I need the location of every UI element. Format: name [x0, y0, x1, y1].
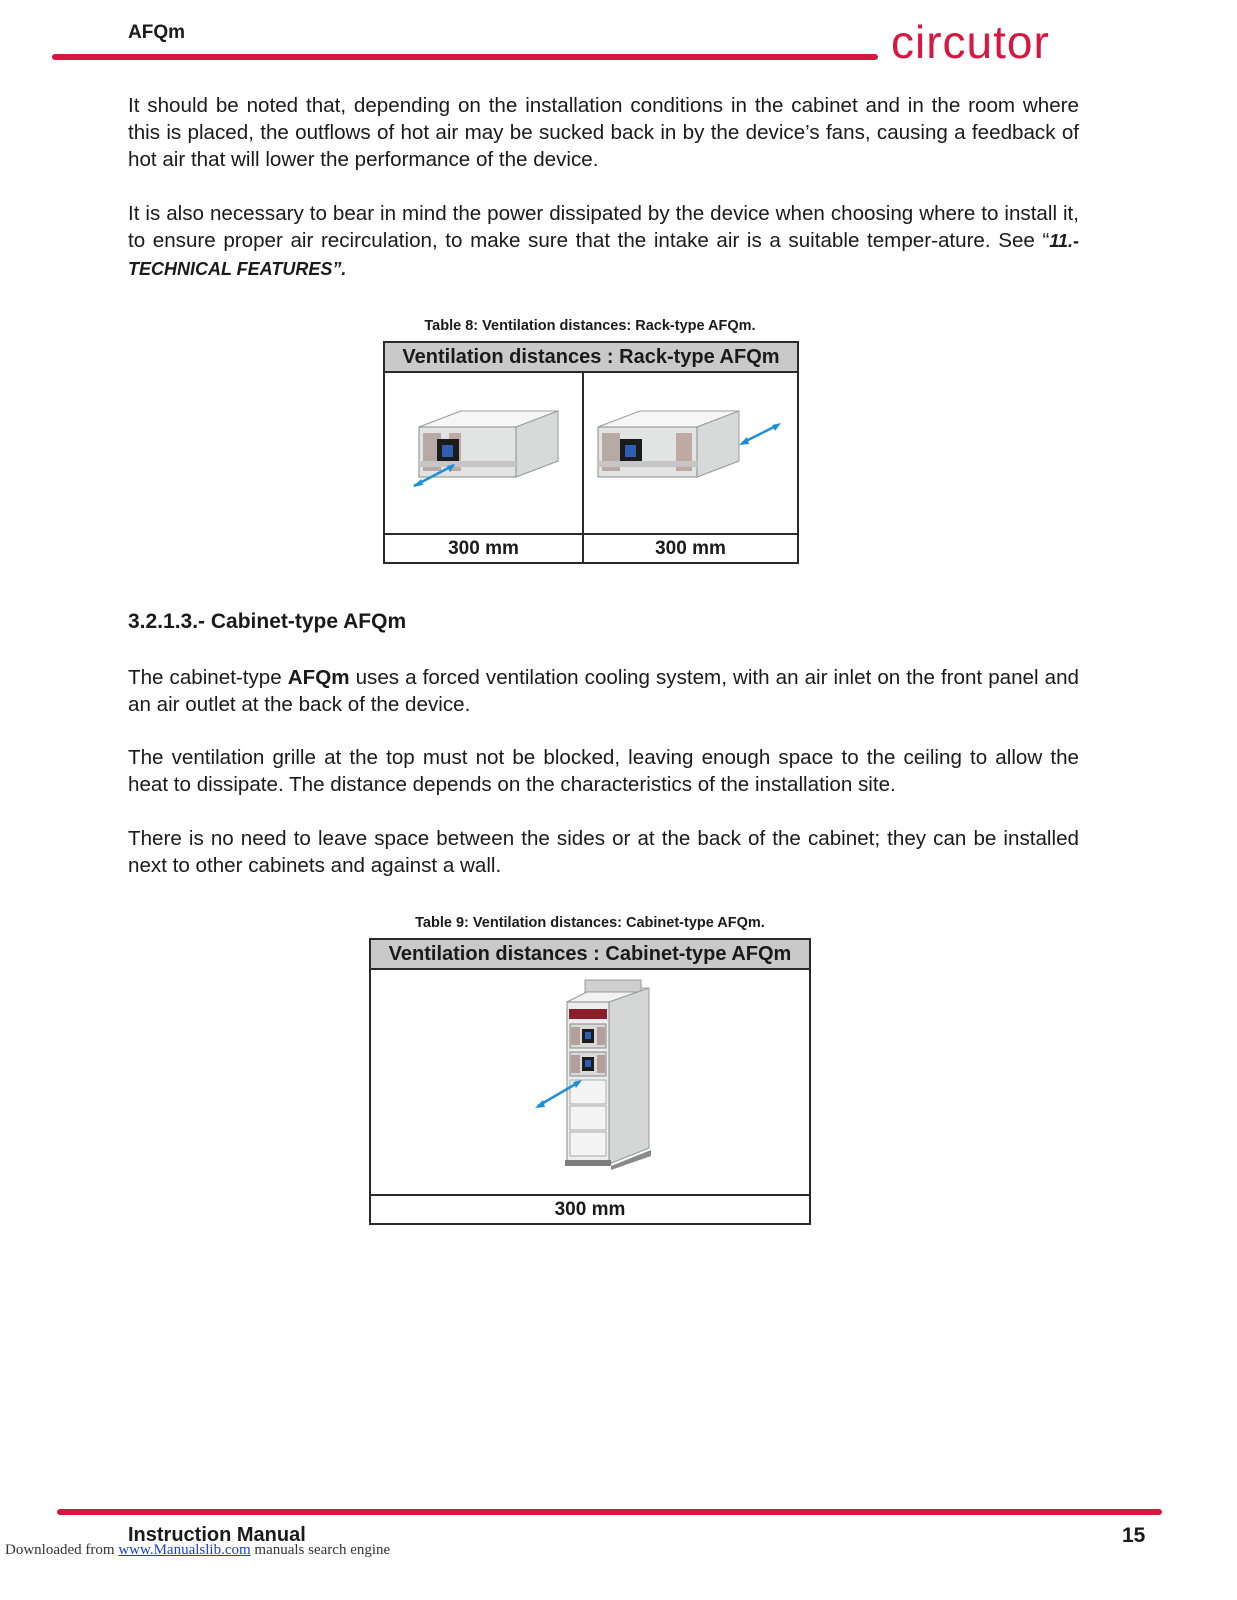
- circutor-logo: [891, 16, 1067, 66]
- document-header-title: AFQm: [128, 22, 185, 43]
- download-suffix: manuals search engine: [250, 1542, 391, 1558]
- paragraph-cabinet-product: AFQm: [287, 666, 350, 689]
- footer-title: Instruction Manual: [128, 1524, 306, 1546]
- page-number: 15: [1122, 1524, 1146, 1547]
- footer-rule: [57, 1509, 1162, 1515]
- table8-caption: Table 8: Ventilation distances: Rack-type AFQm.: [424, 318, 756, 334]
- table9-header: Ventilation distances : Cabinet-type AFQm: [370, 939, 810, 969]
- logo-text: circutor: [891, 16, 1050, 66]
- table8-image-back: [583, 372, 798, 534]
- paragraph-power-dissipated: [128, 200, 1079, 283]
- manualslib-link[interactable]: www.Manualslib.com: [118, 1542, 251, 1558]
- table9: [369, 938, 811, 1225]
- paragraph-ventilation-grille: The ventilation grille at the top must not be blocked, leaving enough space to the ceiling to allow the heat to dissipate. The distance depends on the characteristics of the installation site.: [128, 746, 1079, 796]
- paragraph-hot-air: It should be noted that, depending on the installation conditions in the cabinet and in the room where this is placed, the outflows of hot air may be sucked back in by the device’s fans, causing a feedback of hot air that will lower the performance of the device.: [128, 94, 1079, 171]
- paragraph-power-text: It is also necessary to bear in mind the power dissipated by the device when choosing where to install it, to ensure proper air recirculation, to make sure that the intake air is a suitable temper-ature. See “: [128, 202, 1079, 252]
- rack-unit-back-illustration: [584, 373, 797, 528]
- header-rule: [52, 54, 878, 60]
- rack-unit-front-illustration: [385, 373, 582, 528]
- download-note: [5, 1542, 390, 1559]
- table8-distance-back: 300 mm: [583, 534, 798, 563]
- paragraph-cabinet-pre: The cabinet-type: [128, 666, 288, 689]
- table8-distance-front: 300 mm: [384, 534, 583, 563]
- paragraph-cabinet-post: uses a forced ventilation cooling system, with an air inlet on the front panel and an air outlet at the back of the device.: [128, 666, 1079, 716]
- technical-features-reference[interactable]: 11.- TECHNICAL FEATURES”.: [128, 231, 1079, 279]
- table9-distance: 300 mm: [370, 1195, 810, 1224]
- download-prefix: Downloaded from: [5, 1542, 119, 1558]
- table9-image: [370, 969, 810, 1195]
- paragraph-cabinet-spacing: There is no need to leave space between the sides or at the back of the cabinet; they can be installed next to other cabinets and against a wall.: [128, 827, 1079, 877]
- cabinet-unit-illustration: [371, 970, 809, 1189]
- table8-image-front: [384, 372, 583, 534]
- paragraph-cabinet-ventilation: [128, 664, 1079, 718]
- section-heading: 3.2.1.3.- Cabinet-type AFQm: [128, 610, 407, 633]
- table8-header: Ventilation distances : Rack-type AFQm: [384, 342, 798, 372]
- table9-caption: Table 9: Ventilation distances: Cabinet-type AFQm.: [415, 915, 765, 931]
- table8: [383, 341, 799, 564]
